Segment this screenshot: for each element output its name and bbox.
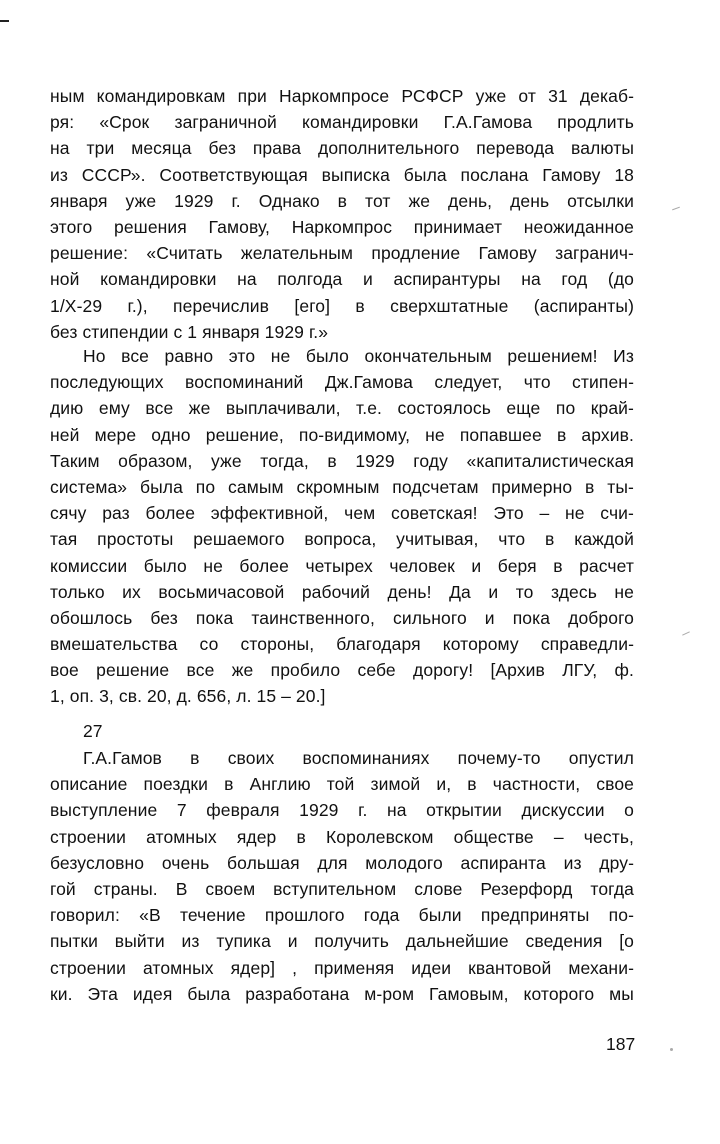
text-line: выступление 7 февраля 1929 г. на открытии дискуссии о — [50, 800, 634, 821]
text-line: Г.А.Гамов в своих воспоминаниях почему-то опустил — [83, 748, 634, 768]
text-line: тая простоты решаемого вопроса, учитывая, что в каждой — [50, 529, 634, 550]
text-line: последующих воспоминаний Дж.Гамова следует, что стипен- — [50, 372, 634, 393]
scan-mark — [0, 20, 9, 22]
text-line: Но все равно это не было окончательным решением! Из — [83, 346, 634, 366]
scan-speck — [682, 631, 690, 635]
text-line: ря: «Срок заграничной командировки Г.А.Гамова продлить — [50, 112, 634, 133]
text-line: ным командировкам при Наркомпросе РСФСР уже от 31 декаб- — [50, 86, 634, 106]
text-line: Таким образом, уже тогда, в 1929 году «капиталистическая — [50, 450, 634, 471]
text-line: безусловно очень большая для молодого аспиранта из дру- — [50, 852, 634, 873]
text-line: строении атомных ядер в Королевском обществе – честь, — [50, 826, 634, 847]
text-line: только их восьмичасовой рабочий день! Да и то здесь не — [50, 581, 634, 602]
text-line: комиссии было не более четырех человек и беря в расчет — [50, 555, 634, 576]
text-line: дию ему все же выплачивали, т.е. состоялось еще по край- — [50, 398, 634, 419]
text-line: 1/X-29 г.), перечислив [его] в сверхштатные (аспиранты) — [50, 295, 634, 316]
page-number: 187 — [606, 1034, 636, 1054]
text-line: этого решения Гамову, Наркомпрос принимает неожиданное — [50, 216, 634, 237]
text-line: ной командировки на полгода и аспирантуры на год (до — [50, 269, 634, 290]
text-line: на три месяца без права дополнительного перевода валюты — [50, 138, 634, 159]
text-line: ки. Эта идея была разработана м-ром Гамовым, которого мы — [50, 983, 634, 1004]
text-line: вое решение все же пробило себе дорогу! [Архив ЛГУ, ф. — [50, 660, 634, 681]
paragraph-3 — [50, 745, 634, 1007]
scan-speck — [672, 207, 680, 211]
note-number: 27 — [83, 721, 103, 741]
text-line: гой страны. В своем вступительном слове Резерфорд тогда — [50, 878, 634, 899]
text-line: января уже 1929 г. Однако в тот же день, день отсылки — [50, 190, 634, 211]
text-line: вмешательства со стороны, благодаря которому справедли- — [50, 634, 634, 655]
text-line: пытки выйти из тупика и получить дальнейшие сведения [о — [50, 931, 634, 952]
text-line: обошлось без пока таинственного, сильного и пока доброго — [50, 607, 634, 628]
paragraph-2 — [50, 343, 634, 710]
text-line: описание поездки в Англию той зимой и, в частности, свое — [50, 774, 634, 795]
scan-speck — [670, 1048, 673, 1051]
text-line: говорил: «В течение прошлого года были предприняты по- — [50, 905, 634, 926]
text-line: без стипендии с 1 января 1929 г.» — [50, 321, 329, 342]
text-line: 1, оп. 3, св. 20, д. 656, л. 15 – 20.] — [50, 686, 326, 707]
text-line: решение: «Считать желательным продление Гамову загранич- — [50, 243, 634, 264]
text-line: ней мере одно решение, по-видимому, не попавшее в архив. — [50, 424, 634, 445]
text-line: сячу раз более эффективной, чем советская! Это – не счи- — [50, 503, 634, 524]
text-line: строении атомных ядер] , применяя идеи квантовой механи- — [50, 957, 634, 978]
paragraph-1 — [50, 83, 634, 345]
text-line: система» была по самым скромным подсчетам примерно в ты- — [50, 476, 634, 497]
text-line: из СССР». Соответствующая выписка была послана Гамову 18 — [50, 164, 634, 185]
